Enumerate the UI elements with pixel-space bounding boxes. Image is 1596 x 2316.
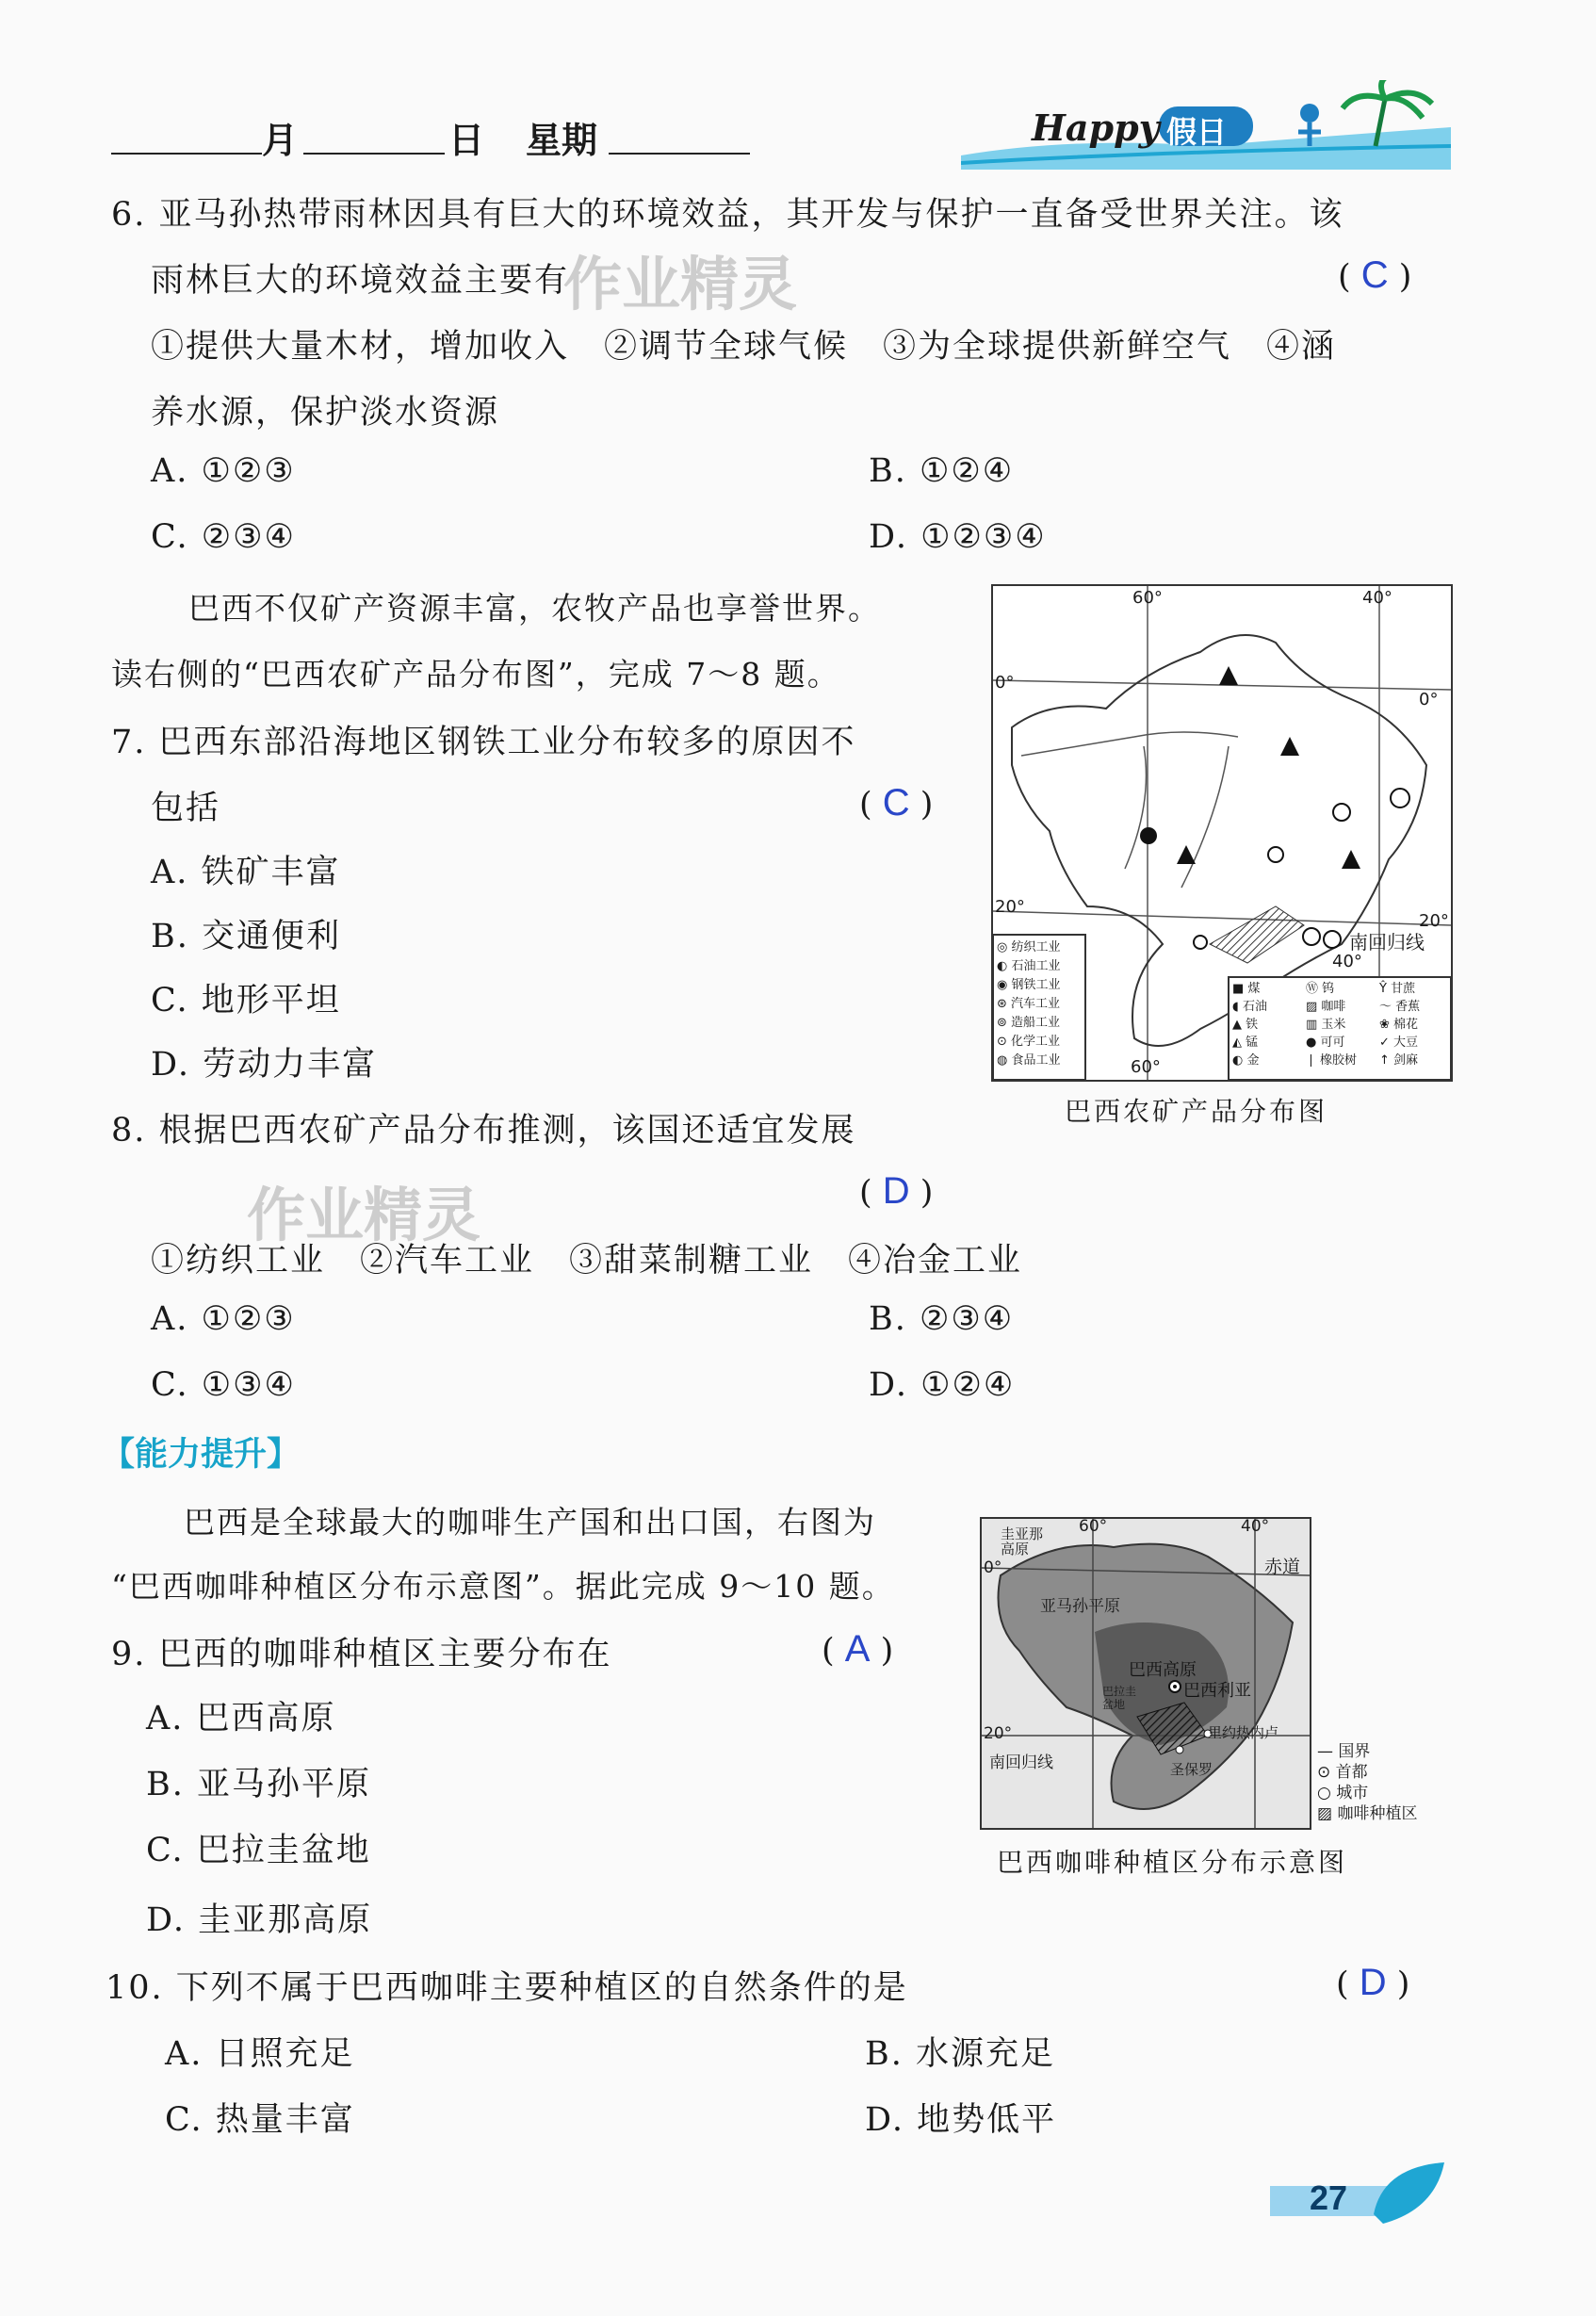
leaf-icon	[1261, 2158, 1449, 2233]
q10-option-c: C. 热量丰富	[165, 2101, 355, 2139]
map2-legend	[1317, 1741, 1417, 1824]
map2-tropic: 南回归线	[989, 1753, 1053, 1772]
q6-line3: ①提供大量木材，增加收入 ②调节全球气候 ③为全球提供新鲜空气 ④涵	[151, 328, 1337, 366]
q7-option-a: A. 铁矿丰富	[151, 854, 341, 891]
q9-line1: 9. 巴西的咖啡种植区主要分布在	[111, 1636, 612, 1673]
q8-option-b: B. ②③④	[869, 1300, 1015, 1338]
q10-line1: 10. 下列不属于巴西咖啡主要种植区的自然条件的是	[106, 1969, 908, 2007]
passage2-line2: “巴西咖啡种植区分布示意图”。据此完成 9～10 题。	[111, 1568, 895, 1605]
q8-answer: D	[882, 1170, 910, 1212]
q9-option-a: A. 巴西高原	[146, 1700, 336, 1737]
map2-lon-40: 40°	[1241, 1517, 1270, 1536]
q7-answer-box: ( C )	[859, 782, 934, 824]
q10-option-a: A. 日照充足	[165, 2035, 355, 2073]
logo-badge: 假日	[1166, 114, 1228, 150]
logo-text: Happy	[1032, 106, 1160, 149]
map1-tropic-label: 南回归线	[1349, 931, 1425, 954]
legend-auto: ⊛ 汽车工业	[997, 997, 1061, 1011]
map1-caption: 巴西农矿产品分布图	[1065, 1096, 1328, 1127]
q8-option-d: D. ①②④	[869, 1366, 1016, 1404]
map1-industry-legend	[997, 938, 1083, 1070]
legend-steel: ◉ 钢铁工业	[997, 978, 1061, 992]
q10-answer-box: ( D )	[1336, 1962, 1410, 2003]
q7-line1: 7. 巴西东部沿海地区钢铁工业分布较多的原因不	[111, 724, 856, 761]
q6-line1: 6. 亚马孙热带雨林因具有巨大的环境效益，其开发与保护一直备受世界关注。该	[111, 196, 1344, 234]
page-number: 27	[1310, 2178, 1348, 2217]
q9-option-d: D. 圭亚那高原	[146, 1901, 373, 1939]
map1-product-legend: ■ 煤 Ⓦ 钨 Ŷ 甘蔗 ◖ 石油 ▨ 咖啡 〜 香蕉 ▲ 铁 ▥ 玉米 ❀ 棉花 ◭ 锰 ● 可可 ✓ 大豆 ◐ 金 ❘ 橡胶树 ↑ 剑麻	[1232, 982, 1421, 1068]
map2-lon-60: 60°	[1079, 1517, 1108, 1536]
q7-answer: C	[882, 782, 910, 824]
q8-option-c: C. ①③④	[151, 1366, 296, 1404]
q6-answer-box: ( C )	[1338, 254, 1412, 296]
q8-line1: 8. 根据巴西农矿产品分布推测，该国还适宜发展	[111, 1112, 856, 1150]
passage1-line2: 读右侧的“巴西农矿产品分布图”，完成 7～8 题。	[111, 656, 840, 693]
map2-brasilia: 巴西利亚	[1183, 1681, 1251, 1701]
map1-lat-20-left: 20°	[995, 897, 1025, 917]
legend-coffee-zone: ▨ 咖啡种植区	[1317, 1804, 1418, 1823]
q7-line2: 包括	[151, 790, 221, 827]
q10-option-d: D. 地势低平	[865, 2101, 1057, 2139]
q6-option-b: B. ①②④	[869, 452, 1015, 490]
map2-brazilian-highlands: 巴西高原	[1129, 1660, 1197, 1680]
map2-lat-0: 0°	[984, 1558, 1002, 1577]
map1-lat-0-left: 0°	[995, 673, 1015, 693]
map1-lon-60-bottom: 60°	[1131, 1057, 1161, 1077]
map2-amazon-plain: 亚马孙平原	[1040, 1597, 1120, 1616]
q7-option-b: B. 交通便利	[151, 918, 341, 955]
q6-option-c: C. ②③④	[151, 518, 296, 556]
q6-line2: 雨林巨大的环境效益主要有	[151, 262, 570, 300]
legend-textile: ◎ 纺织工业	[997, 940, 1061, 954]
q8-option-a: A. ①②③	[151, 1300, 296, 1338]
q10-answer: D	[1359, 1962, 1387, 2003]
legend-city: ○ 城市	[1317, 1784, 1369, 1802]
brazil-coffee-map	[980, 1517, 1311, 1830]
map2-caption: 巴西咖啡种植区分布示意图	[997, 1847, 1348, 1878]
legend-border: — 国界	[1317, 1742, 1371, 1761]
q9-option-c: C. 巴拉圭盆地	[146, 1832, 371, 1869]
legend-chemical: ⊙ 化学工业	[997, 1035, 1061, 1049]
legend-shipbuilding: ⊚ 造船工业	[997, 1016, 1061, 1030]
map2-lat-20: 20°	[984, 1724, 1013, 1743]
map1-lat-0-right: 0°	[1419, 690, 1439, 709]
q6-answer: C	[1360, 254, 1389, 296]
q6-option-a: A. ①②③	[151, 452, 296, 490]
q8-answer-box: ( D )	[859, 1170, 934, 1212]
watermark-2: 作业精灵	[247, 1181, 481, 1249]
map2-equator: 赤道	[1264, 1557, 1301, 1577]
map2-guiana-highlands: 圭亚那高原	[1001, 1525, 1044, 1558]
map2-sao-paulo: 圣保罗	[1170, 1761, 1213, 1778]
map1-lon-40-top: 40°	[1362, 588, 1392, 608]
legend-capital: ⊙ 首都	[1317, 1763, 1368, 1782]
map1-lon-40-bottom: 40°	[1332, 952, 1362, 971]
q6-line4: 养水源，保护淡水资源	[151, 394, 500, 432]
watermark-1: 作业精灵	[563, 250, 798, 318]
map1-lat-20-right: 20°	[1419, 911, 1449, 931]
legend-oil-industry: ◐ 石油工业	[997, 959, 1061, 973]
passage1-line1: 巴西不仅矿产资源丰富，农牧产品也享誉世界。	[188, 590, 881, 627]
passage2-line1: 巴西是全球最大的咖啡生产国和出口国，右图为	[184, 1504, 876, 1541]
map2-rio: 里约热内卢	[1208, 1724, 1279, 1741]
q7-option-d: D. 劳动力丰富	[151, 1046, 378, 1084]
map1-lon-60-top: 60°	[1132, 588, 1163, 608]
page-number-badge	[1261, 2158, 1449, 2233]
q10-option-b: B. 水源充足	[865, 2035, 1055, 2073]
q9-answer-box: ( A )	[822, 1628, 894, 1670]
header-day: 日	[448, 119, 485, 161]
q9-answer: A	[844, 1628, 871, 1670]
brazil-agri-mineral-map	[991, 584, 1453, 1082]
legend-food: ◍ 食品工业	[997, 1053, 1061, 1068]
map2-paraguay-basin: 巴拉圭盆地	[1102, 1685, 1137, 1711]
happy-holiday-logo	[961, 80, 1451, 170]
q6-option-d: D. ①②③④	[869, 518, 1047, 556]
section-ability-improvement: 【能力提升】	[102, 1435, 301, 1474]
q8-line3: ①纺织工业 ②汽车工业 ③甜菜制糖工业 ④冶金工业	[151, 1242, 1023, 1280]
q9-option-b: B. 亚马孙平原	[146, 1766, 371, 1803]
header-week: 星期	[526, 119, 598, 161]
q7-option-c: C. 地形平坦	[151, 982, 341, 1019]
header-month: 月	[262, 119, 299, 161]
